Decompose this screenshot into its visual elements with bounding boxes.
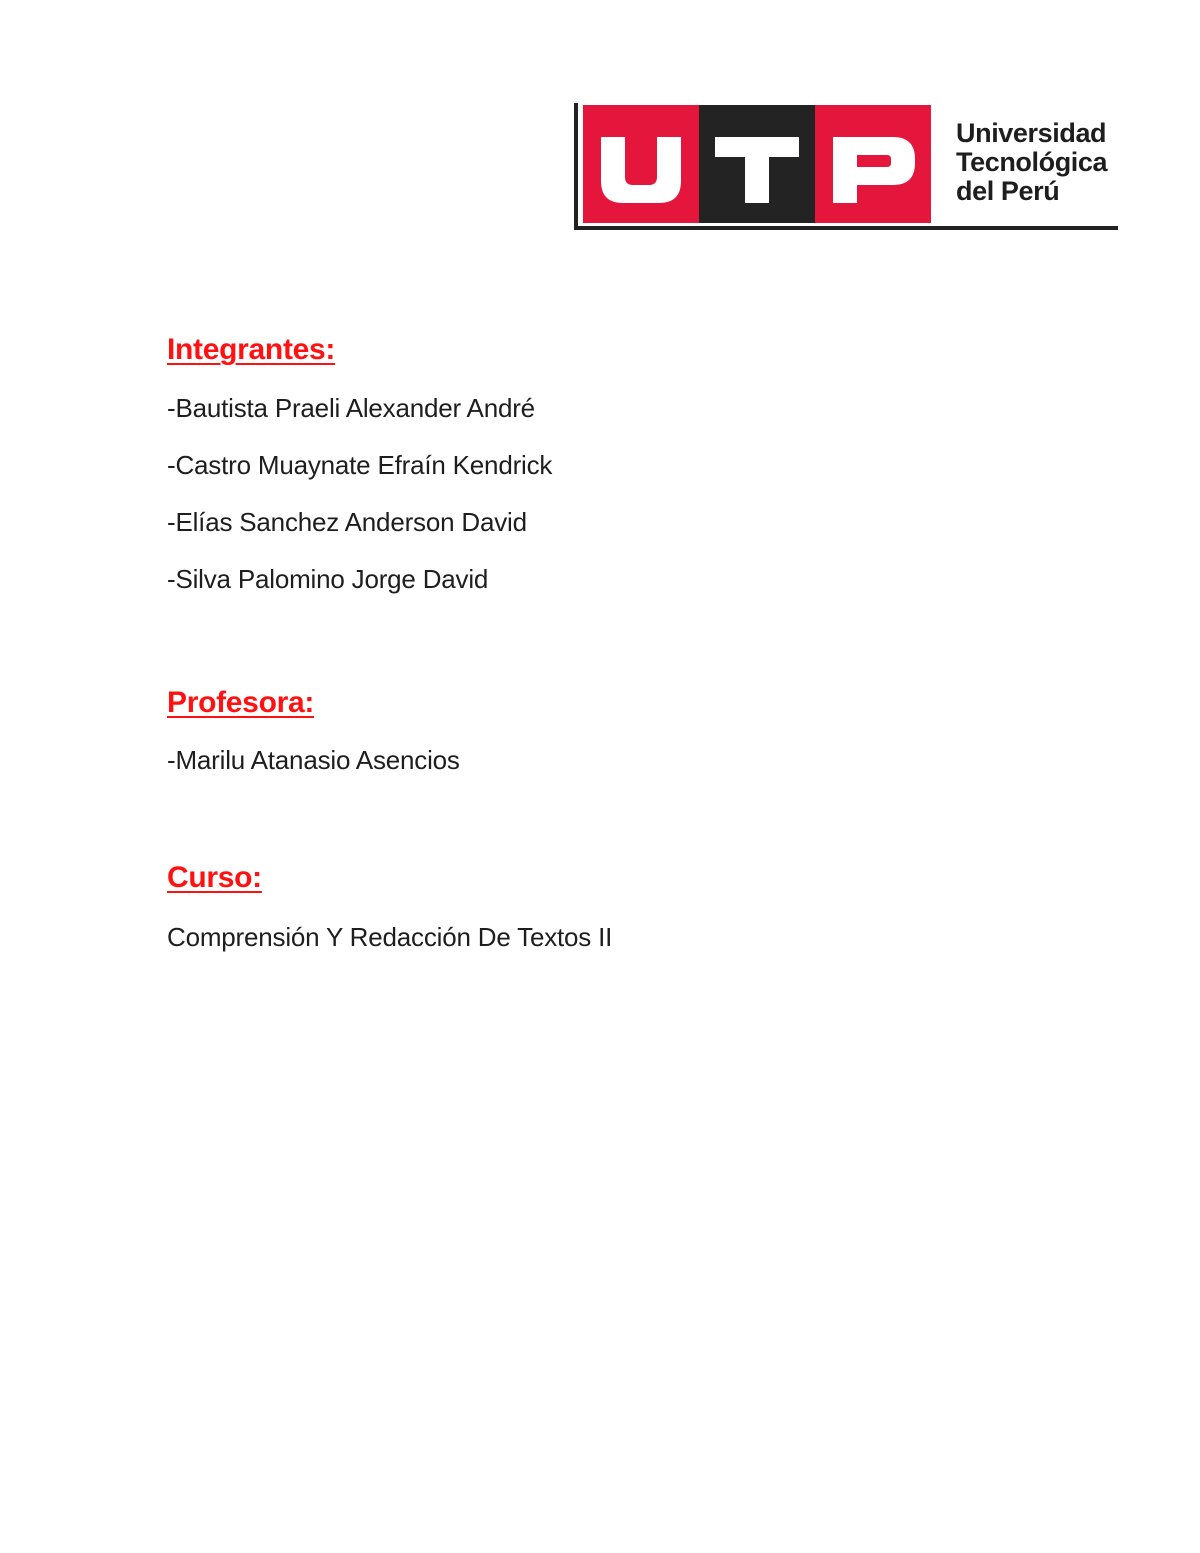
logo-letter-u-icon — [583, 105, 699, 223]
logo-letter-p-icon — [815, 105, 931, 223]
logo-name-line-1: Universidad — [956, 118, 1107, 148]
logo-bottom-rule — [574, 226, 1118, 230]
course-name: Comprensión Y Redacción De Textos II — [167, 922, 613, 952]
logo-name-line-2: Tecnológica — [956, 147, 1108, 177]
utp-logo — [574, 103, 1118, 231]
curso-heading: Curso: — [167, 861, 262, 894]
logo-left-rule — [574, 103, 578, 229]
logo-university-name — [956, 119, 1107, 206]
logo-letter-p-block — [815, 105, 931, 223]
integrantes-heading: Integrantes: — [167, 333, 336, 366]
logo-letter-t-icon — [699, 105, 815, 223]
professor-name: -Marilu Atanasio Asencios — [167, 745, 460, 775]
logo-letter-t-block — [699, 105, 815, 223]
member-item-1: -Bautista Praeli Alexander André — [167, 393, 535, 423]
profesora-heading: Profesora: — [167, 686, 315, 719]
logo-name-line-3: del Perú — [956, 176, 1060, 206]
logo-letter-u-block — [583, 105, 699, 223]
member-item-3: -Elías Sanchez Anderson David — [167, 507, 527, 537]
member-item-4: -Silva Palomino Jorge David — [167, 564, 489, 594]
member-item-2: -Castro Muaynate Efraín Kendrick — [167, 450, 553, 480]
